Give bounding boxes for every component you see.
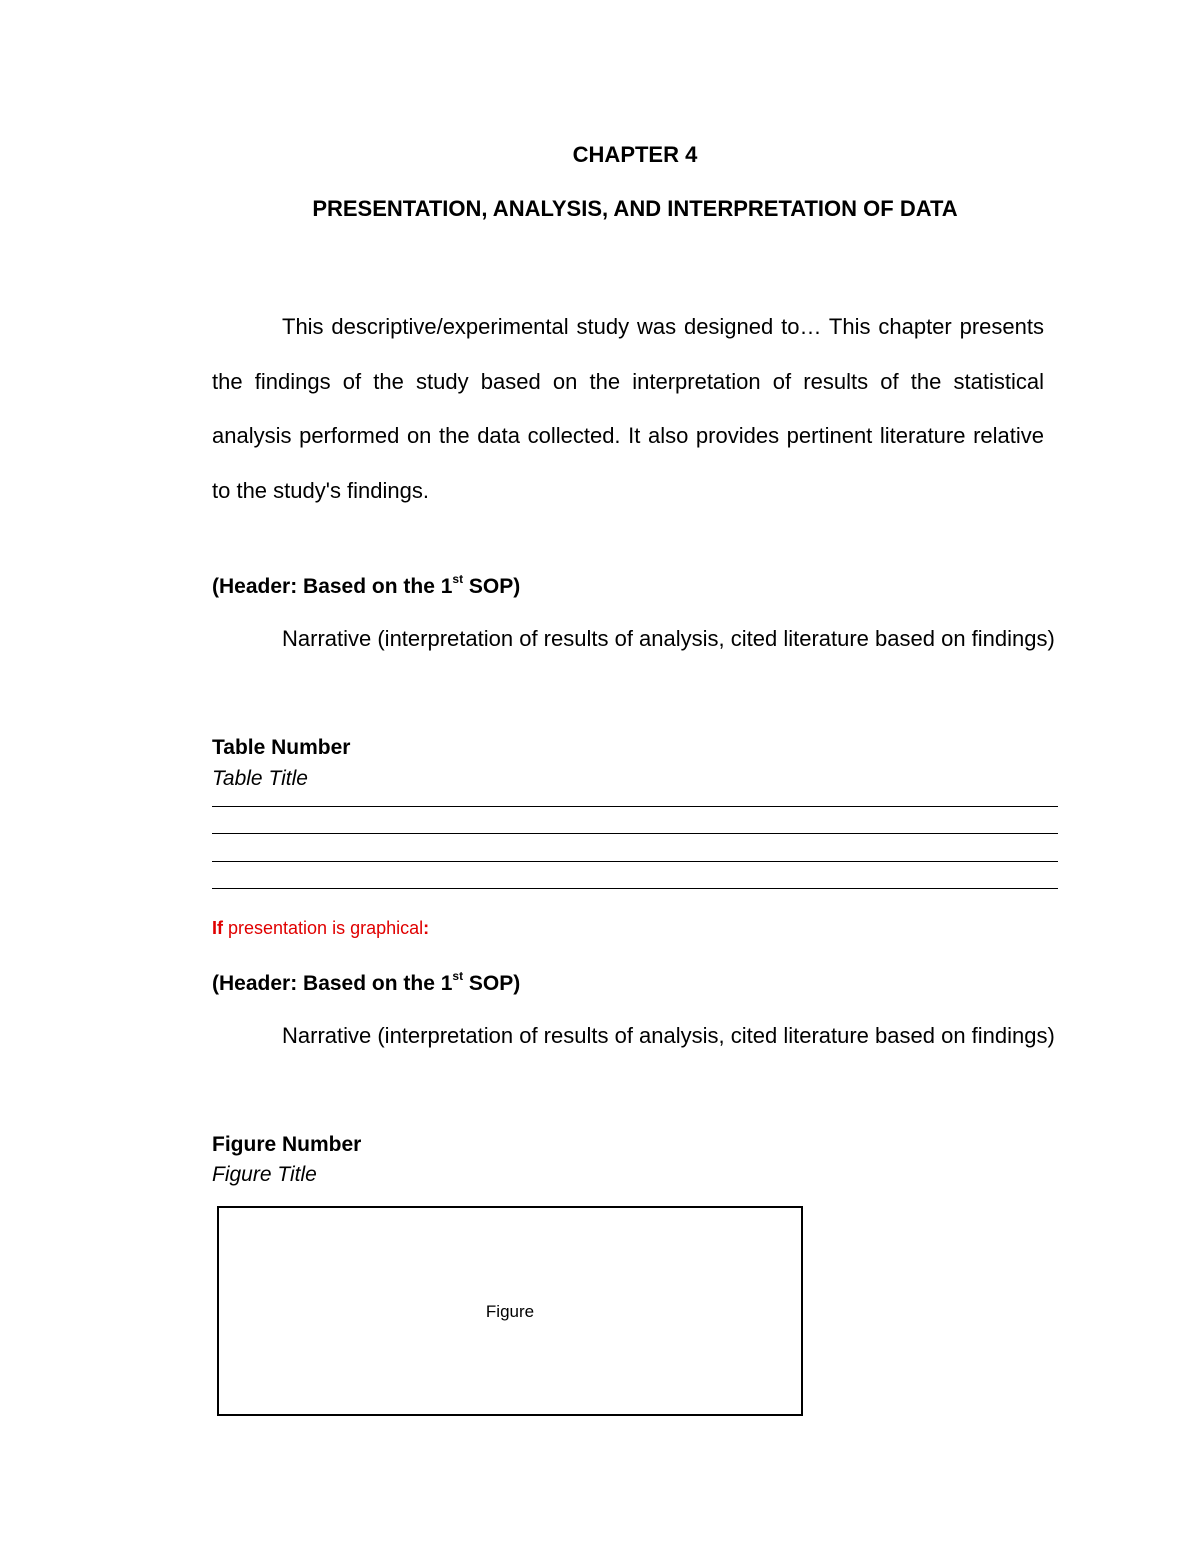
header-suffix: SOP) xyxy=(463,575,521,598)
chapter-title: PRESENTATION, ANALYSIS, AND INTERPRETATION OF DATA xyxy=(312,196,958,221)
table-rule xyxy=(212,888,1058,889)
section-header-tabular xyxy=(212,574,520,599)
table-rule xyxy=(212,861,1058,862)
table-number: Table Number xyxy=(212,736,351,759)
graphical-note xyxy=(212,918,429,939)
figure-placeholder-label: Figure xyxy=(485,1302,535,1321)
table-rule xyxy=(212,806,1058,807)
figure-placeholder-box xyxy=(217,1206,803,1416)
section-header-graphical xyxy=(212,971,520,996)
figure-title: Figure Title xyxy=(212,1163,317,1186)
header-superscript: st xyxy=(452,572,464,586)
table-title: Table Title xyxy=(212,767,308,790)
note-colon: : xyxy=(423,918,430,938)
note-text: presentation is graphical xyxy=(223,918,424,938)
header-prefix: (Header: Based on the 1 xyxy=(212,972,453,995)
note-first-word: If xyxy=(212,918,223,938)
header-prefix: (Header: Based on the 1 xyxy=(212,575,453,598)
narrative-graphical: Narrative (interpretation of results of analysis, cited literature based on findings) xyxy=(282,1023,1055,1048)
intro-paragraph: This descriptive/experimental study was designed to… This chapter presents the findings of the study based on the interpretation of results of the statistical analysis performed on the data collected. It also provides pertinent literature relative to the study's findings. xyxy=(212,314,1044,503)
header-suffix: SOP) xyxy=(463,972,521,995)
chapter-heading: CHAPTER 4 xyxy=(572,142,698,167)
narrative-tabular: Narrative (interpretation of results of analysis, cited literature based on findings) xyxy=(282,626,1055,651)
figure-number: Figure Number xyxy=(212,1133,362,1156)
table-rule xyxy=(212,833,1058,834)
header-superscript: st xyxy=(452,969,464,983)
